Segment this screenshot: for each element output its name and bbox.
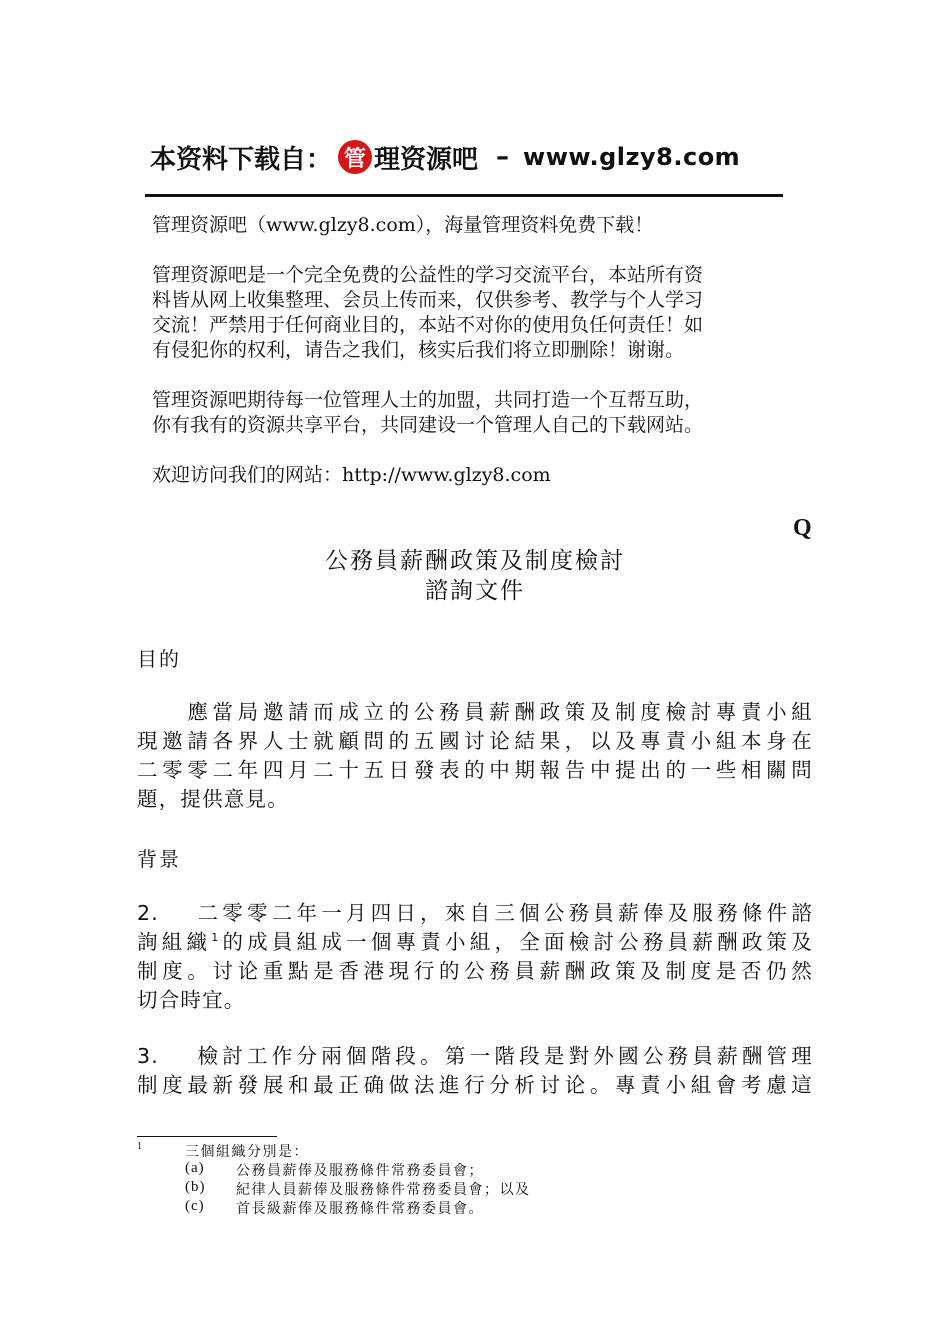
banner-dash: –: [496, 142, 510, 172]
banner-site-name: 理资源吧: [374, 144, 479, 175]
paragraph-line: 題，提供意見。: [137, 787, 289, 811]
footnote-item-label: (b): [185, 1179, 206, 1195]
q-marker: Q: [793, 515, 812, 541]
paragraph-line: 制度。讨论重點是香港現行的公務員薪酬政策及制度是否仍然: [137, 959, 813, 983]
promo-line-1: 管理资源吧（www.glzy8.com），海量管理资料免费下载！: [152, 214, 654, 236]
footnote-item-text: 首長級薪俸及服務條件常務委員會。: [236, 1201, 484, 1217]
banner-divider: [145, 194, 783, 197]
promo-text-line: 料皆从网上收集整理、会员上传而来，仅供参考、教学与个人学习: [152, 289, 704, 311]
footnote-item-label: (c): [185, 1198, 205, 1214]
promo-paragraph-3: [152, 388, 703, 438]
footnote-reference[interactable]: 1: [211, 931, 220, 945]
footnote-item-text: 紀律人員薪俸及服務條件常務委員會；以及: [236, 1182, 531, 1198]
paragraph-line: 現邀請各界人士就顧問的五國讨论結果，以及專責小組本身在: [137, 729, 813, 753]
footnote-item-label: (a): [185, 1160, 205, 1176]
promo-visit-line[interactable]: 欢迎访问我们的网站：http://www.glzy8.com: [152, 464, 551, 486]
download-banner: [150, 135, 740, 179]
banner-prefix: 本资料下载自：: [150, 144, 333, 175]
promo-text-line: 交流！严禁用于任何商业目的，本站不对你的使用负任何责任！如: [152, 314, 704, 336]
glzy8-logo-icon: 管: [338, 140, 372, 174]
footnote-item-text: 公務員薪俸及服務條件常務委員會；: [236, 1163, 484, 1179]
paragraph-line: 3. 檢討工作分兩個階段。第一階段是對外國公務員薪酬管理: [137, 1044, 813, 1068]
section-heading-purpose: 目的: [137, 647, 181, 671]
footnote-item: [185, 1179, 206, 1196]
promo-text-line: 你有我有的资源共享平台，共同建设一个管理人自己的下载网站。: [152, 414, 704, 436]
section-heading-background: 背景: [137, 847, 181, 871]
document-title: 公務員薪酬政策及制度檢討: [325, 548, 625, 574]
footnote-mark: 1: [137, 1141, 142, 1152]
promo-text-line: 管理资源吧期待每一位管理人士的加盟，共同打造一个互帮互助，: [152, 389, 704, 411]
paragraph-line: [137, 928, 813, 957]
paragraph-line: 切合時宜。: [137, 988, 246, 1012]
paragraph-line: 應當局邀請而成立的公務員薪酬政策及制度檢討專責小組: [137, 700, 813, 724]
footnote-item: [185, 1160, 205, 1177]
paragraph-3: [137, 1042, 813, 1100]
paragraph-line: 制度最新發展和最正确做法進行分析讨论。專責小組會考慮這: [137, 1073, 813, 1097]
paragraph-2: [137, 899, 813, 1015]
paragraph-line: 二零零二年四月二十五日發表的中期報告中提出的一些相關問: [137, 758, 813, 782]
paragraph-line: 2. 二零零二年一月四日，來自三個公務員薪俸及服務條件諮: [137, 901, 813, 925]
footnote-item: [185, 1198, 205, 1215]
promo-paragraph-2: [152, 263, 703, 363]
footnote-intro: 三個組織分別是：: [185, 1144, 309, 1160]
promo-text-line: 管理资源吧是一个完全免费的公益性的学习交流平台，本站所有资: [152, 264, 704, 286]
document-subtitle: 諮詢文件: [425, 578, 525, 604]
text-fragment: 的成員組成一個專責小組，全面檢討公務員薪酬政策及: [219, 930, 813, 954]
promo-text-line: 有侵犯你的权利，请告之我们，核实后我们将立即删除！谢谢。: [152, 339, 685, 361]
purpose-paragraph: [137, 698, 813, 814]
text-fragment: 詢組織: [137, 930, 212, 954]
banner-url[interactable]: www.glzy8.com: [523, 143, 741, 171]
footnote-divider: [137, 1136, 277, 1137]
